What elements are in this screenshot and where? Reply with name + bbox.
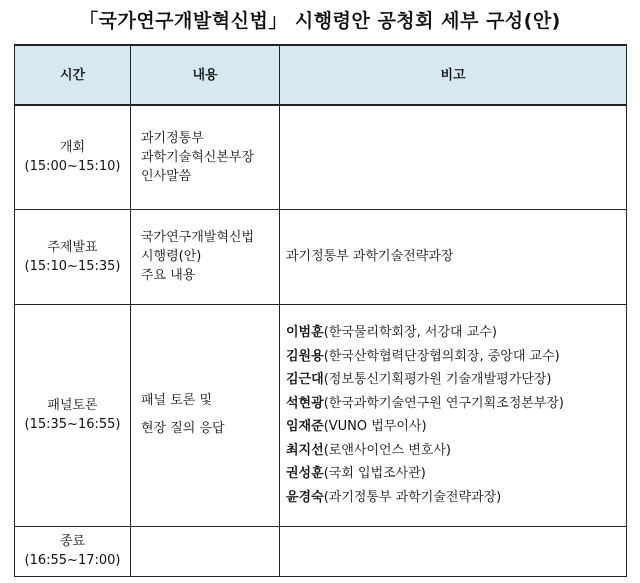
panelist — [286, 368, 620, 392]
panelist — [286, 486, 620, 510]
content-line: 과기정통부 — [141, 130, 204, 146]
time-cell — [15, 304, 131, 526]
note-cell — [280, 105, 627, 209]
panelist — [286, 439, 620, 463]
panelist-name: 윤경숙 — [286, 489, 324, 505]
panelist — [286, 415, 620, 439]
content-line: 인사말씀 — [141, 168, 192, 184]
panelist — [286, 462, 620, 486]
table-header-row — [15, 45, 627, 105]
panelist-name: 최지선 — [286, 442, 324, 458]
document-title: 「국가연구개발혁신법」 시행령안 공청회 세부 구성(안) — [79, 10, 561, 32]
note-line: 과기정통부 과학기술전략과장 — [286, 249, 454, 264]
session-name: 패널토론 — [47, 398, 98, 413]
content-cell — [131, 526, 280, 576]
panelist-name: 김근대 — [286, 372, 324, 387]
table-row — [15, 304, 627, 526]
time-cell — [15, 526, 131, 576]
content-line: 국가연구개발혁신법 — [141, 230, 255, 245]
panelist — [286, 345, 620, 369]
content-line: 시행령(안) — [141, 249, 202, 264]
panelist-name: 권성훈 — [286, 466, 324, 481]
panelist-affiliation: (한국산학협력단장협의회장, 중앙대 교수) — [323, 348, 560, 364]
note-cell — [280, 526, 627, 576]
table-row — [15, 105, 627, 209]
note-cell — [280, 209, 627, 304]
panelist-affiliation: (VUNO 법무이사) — [323, 419, 427, 434]
panelist-name: 임재준 — [286, 419, 324, 434]
content-cell — [131, 105, 280, 209]
content-line: 주요 내용 — [141, 268, 196, 283]
panelist — [286, 392, 620, 416]
session-time: (15:00~15:10) — [24, 159, 121, 175]
time-cell — [15, 209, 131, 304]
panelist-name: 김원용 — [286, 348, 324, 364]
content-line: 현장 질의 응답 — [141, 421, 225, 436]
panelist-affiliation: (정보통신기획평가원 기술개발평가단장) — [323, 372, 552, 387]
session-time: (15:35~16:55) — [24, 417, 121, 432]
panelist-name: 석현광 — [286, 395, 324, 411]
time-cell — [15, 105, 131, 209]
session-time: (16:55~17:00) — [24, 553, 121, 568]
panelist-affiliation: (한국과학기술연구원 연구기획조정본부장) — [323, 395, 565, 411]
panelist-affiliation: (과기정통부 과학기술전략과장) — [323, 489, 502, 505]
panelist-affiliation: (로앤사이언스 변호사) — [323, 442, 451, 458]
table-row — [15, 526, 627, 576]
session-name: 종료 — [59, 534, 86, 549]
session-time: (15:10~15:35) — [24, 258, 121, 274]
column-header-time: 시간 — [15, 45, 131, 105]
content-line: 과학기술혁신본부장 — [141, 149, 255, 165]
panelist — [286, 321, 620, 345]
panelist-affiliation: (국회 입법조사관) — [323, 466, 426, 481]
table-row — [15, 209, 627, 304]
content-line: 패널 토론 및 — [141, 393, 213, 408]
schedule-table — [14, 44, 627, 577]
panelist-affiliation: (한국물리학회장, 서강대 교수) — [323, 325, 497, 340]
column-header-note: 비고 — [280, 45, 627, 105]
content-cell — [131, 304, 280, 526]
column-header-content: 내용 — [131, 45, 280, 105]
session-name: 개회 — [59, 140, 86, 156]
panel-list — [280, 304, 627, 526]
session-name: 주제발표 — [47, 239, 98, 255]
content-cell — [131, 209, 280, 304]
panelist-name: 이범훈 — [286, 325, 324, 340]
